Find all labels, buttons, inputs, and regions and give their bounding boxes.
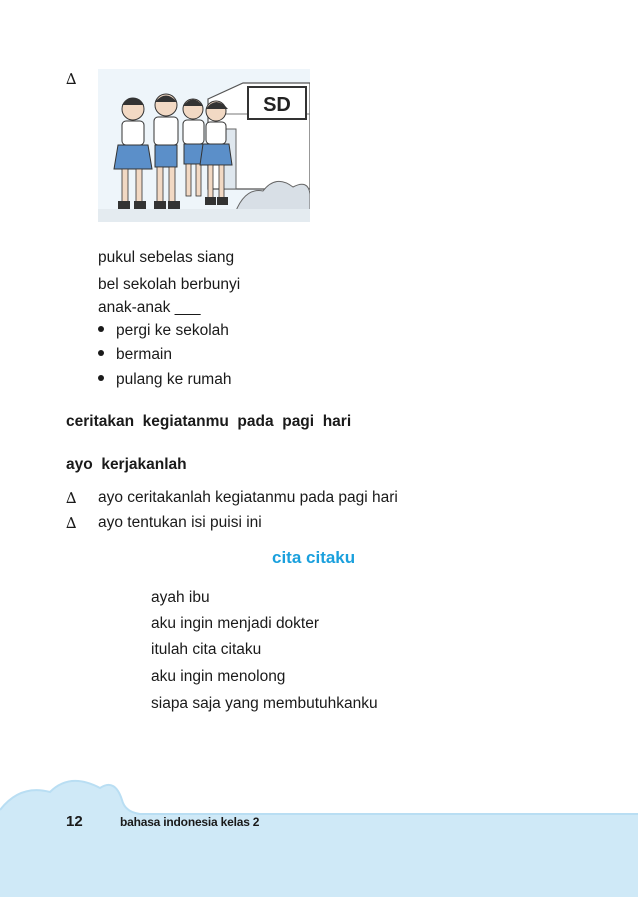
poem-title: cita citaku xyxy=(272,548,356,567)
option-item xyxy=(98,322,229,340)
bullet-icon xyxy=(98,326,104,332)
verse-line: anak-anak ___ xyxy=(98,299,201,316)
page-number: 12 xyxy=(66,813,83,830)
task-text: ayo tentukan isi puisi ini xyxy=(98,514,262,531)
school-sign-text: SD xyxy=(263,94,291,116)
poem-line: itulah cita citaku xyxy=(151,641,262,658)
school-scene-image xyxy=(98,69,310,222)
section-heading: ayo kerjakanlah xyxy=(66,456,187,473)
footer-cloud-decoration xyxy=(0,770,638,897)
verse-line: pukul sebelas siang xyxy=(98,249,235,266)
section-marker: ∆ xyxy=(66,70,77,88)
poem-line: aku ingin menolong xyxy=(151,668,286,685)
school-children-illustration xyxy=(98,69,310,222)
task-text: ayo ceritakanlah kegiatanmu pada pagi hari xyxy=(98,489,398,506)
section-heading: ceritakan kegiatanmu pada pagi hari xyxy=(66,413,352,430)
option-label: pergi ke sekolah xyxy=(116,322,229,339)
poem-line: ayah ibu xyxy=(151,589,210,606)
option-label: bermain xyxy=(116,346,172,363)
poem-line: aku ingin menjadi dokter xyxy=(151,615,320,632)
task-marker: ∆ xyxy=(66,489,77,507)
option-item xyxy=(98,371,231,389)
option-label: pulang ke rumah xyxy=(116,371,232,388)
task-marker: ∆ xyxy=(66,514,77,532)
book-title: bahasa indonesia kelas 2 xyxy=(120,815,260,829)
verse-line: bel sekolah berbunyi xyxy=(98,276,241,293)
poem-line: siapa saja yang membutuhkanku xyxy=(151,695,378,712)
option-item xyxy=(98,346,172,364)
bullet-icon xyxy=(98,375,104,381)
bullet-icon xyxy=(98,350,104,356)
